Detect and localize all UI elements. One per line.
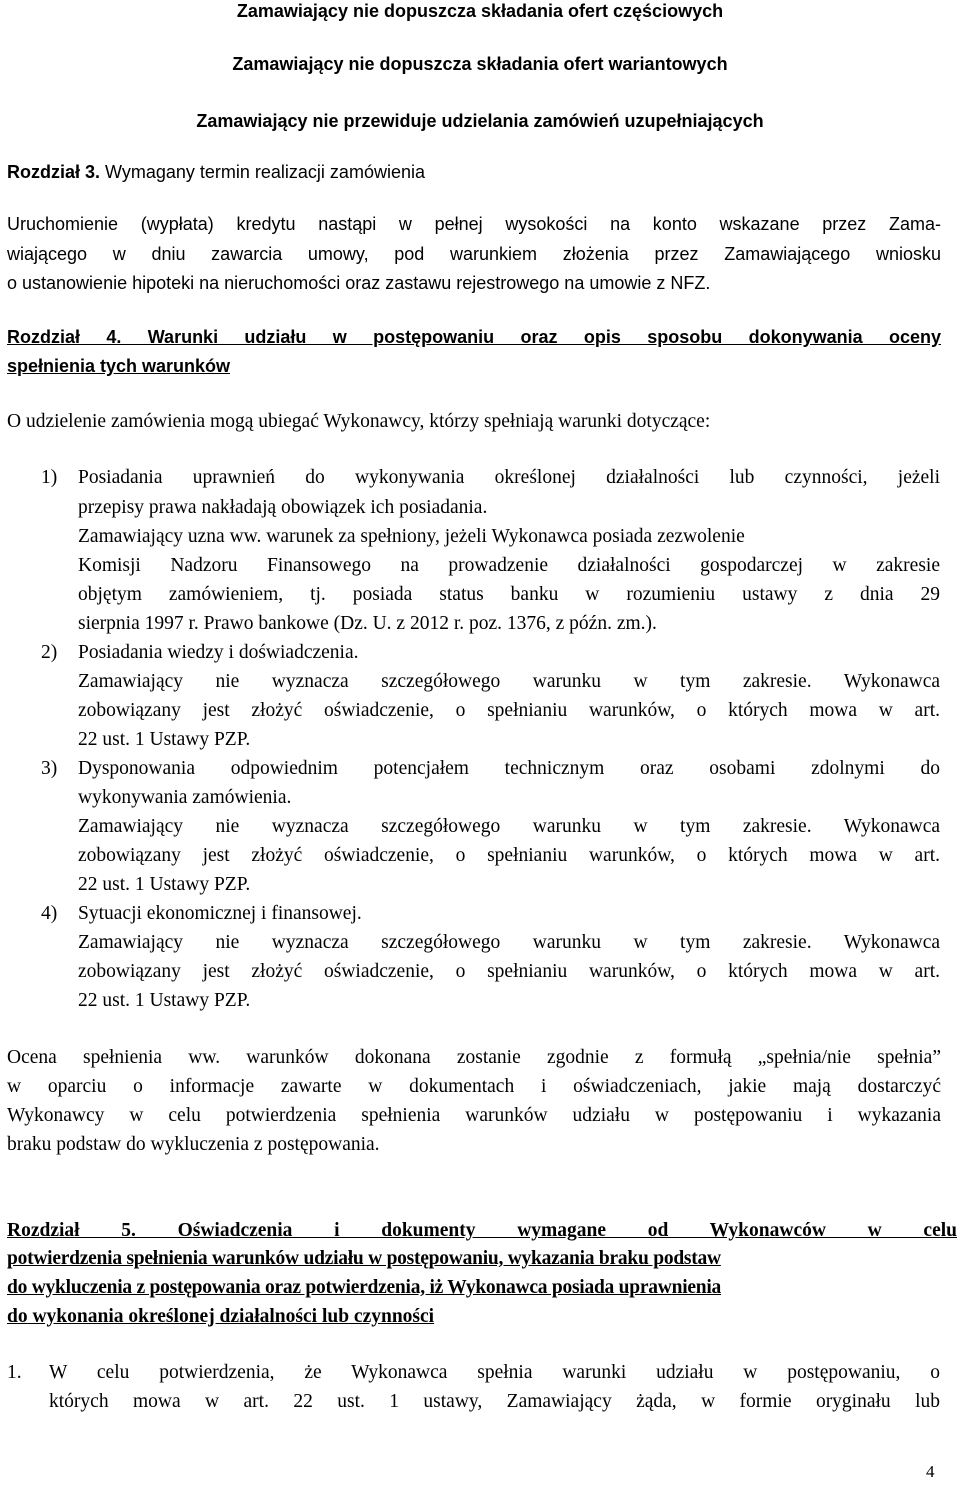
page-number: 4 bbox=[926, 1462, 935, 1481]
list-item-line: Zamawiający uzna ww. warunek za spełniony, jeżeli Wykonawca posiada zezwolenie bbox=[78, 526, 745, 547]
list-item-line: przepisy prawa nakładają obowiązek ich posiadania. bbox=[78, 497, 488, 518]
assessment-line: w oparciu o informacje zawarte w dokumentach i oświadczeniach, jakie mają dostarczyć bbox=[7, 1076, 941, 1097]
chapter-4-intro: O udzielenie zamówienia mogą ubiegać Wykonawcy, którzy spełniają warunki dotyczące: bbox=[7, 411, 711, 432]
chapter-4-heading-line: spełnienia tych warunków bbox=[7, 356, 231, 376]
notice-variant-offers: Zamawiający nie dopuszcza składania ofert wariantowych bbox=[232, 54, 728, 74]
chapter-3-line: wiającego w dniu zawarcia umowy, pod warunkiem złożenia przez Zamawiającego wniosku bbox=[7, 244, 941, 264]
chapter-5-heading-line: Rozdział 5. Oświadczenia i dokumenty wymagane od Wykonawców w celu bbox=[7, 1220, 957, 1241]
chapter-3-line: Uruchomienie (wypłata) kredytu nastąpi w pełnej wysokości na konto wskazane przez Zama- bbox=[7, 214, 941, 234]
list-marker: 2) bbox=[41, 642, 58, 663]
list-marker: 4) bbox=[41, 903, 58, 924]
list-item-line: Dysponowania odpowiednim potencjałem technicznym oraz osobami zdolnymi do bbox=[78, 758, 940, 779]
list-item-line: Zamawiający nie wyznacza szczegółowego warunku w tym zakresie. Wykonawca bbox=[78, 671, 940, 692]
list-item-line: Zamawiający nie wyznacza szczegółowego warunku w tym zakresie. Wykonawca bbox=[78, 816, 940, 837]
assessment-line: Ocena spełnienia ww. warunków dokonana zostanie zgodnie z formułą „spełnia/nie spełnia” bbox=[7, 1047, 941, 1068]
chapter-5-heading-line: do wykluczenia z postępowania oraz potwierdzenia, iż Wykonawca posiada uprawnienia bbox=[7, 1277, 722, 1298]
notice-partial-offers: Zamawiający nie dopuszcza składania ofert częściowych bbox=[236, 1, 724, 21]
list-item-line: 22 ust. 1 Ustawy PZP. bbox=[78, 874, 251, 895]
list-item-line: 22 ust. 1 Ustawy PZP. bbox=[78, 990, 251, 1011]
list-item-line: Zamawiający nie wyznacza szczegółowego warunku w tym zakresie. Wykonawca bbox=[78, 932, 940, 953]
chapter-5-heading-line: potwierdzenia spełnienia warunków udziału w postępowaniu, wykazania braku podstaw bbox=[7, 1248, 721, 1269]
chapter-3-heading bbox=[7, 162, 425, 183]
list-item-line: których mowa w art. 22 ust. 1 ustawy, Zamawiający żąda, w formie oryginału lub bbox=[49, 1391, 940, 1412]
list-marker: 1. bbox=[7, 1362, 22, 1383]
list-marker: 3) bbox=[41, 758, 58, 779]
list-item-line: Posiadania uprawnień do wykonywania określonej działalności lub czynności, jeżeli bbox=[78, 467, 940, 488]
list-item-line: zobowiązany jest złożyć oświadczenie, o spełnianiu warunków, o których mowa w art. bbox=[78, 700, 940, 721]
list-item-line: Posiadania wiedzy i doświadczenia. bbox=[78, 642, 359, 663]
list-item-line: objętym zamówieniem, tj. posiada status banku w rozumieniu ustawy z dnia 29 bbox=[78, 584, 940, 605]
list-item-line: 22 ust. 1 Ustawy PZP. bbox=[78, 729, 251, 750]
list-marker: 1) bbox=[41, 467, 58, 488]
list-item-line: Komisji Nadzoru Finansowego na prowadzenie działalności gospodarczej w zakresie bbox=[78, 555, 940, 576]
notice-supplementary-orders: Zamawiający nie przewiduje udzielania zamówień uzupełniających bbox=[196, 111, 764, 131]
chapter-5-heading-line: do wykonania określonej działalności lub czynności bbox=[7, 1306, 435, 1327]
chapter-3-prefix: Rozdział 3. bbox=[7, 162, 101, 182]
list-item-line: sierpnia 1997 r. Prawo bankowe (Dz. U. z 2012 r. poz. 1376, z późn. zm.). bbox=[78, 613, 657, 634]
list-item-line: Sytuacji ekonomicznej i finansowej. bbox=[78, 903, 362, 924]
list-item-line: zobowiązany jest złożyć oświadczenie, o spełnianiu warunków, o których mowa w art. bbox=[78, 961, 940, 982]
chapter-4-heading-line: Rozdział 4. Warunki udziału w postępowaniu oraz opis sposobu dokonywania oceny bbox=[7, 327, 941, 347]
assessment-line: Wykonawcy w celu potwierdzenia spełnienia warunków udziału w postępowaniu i wykazania bbox=[7, 1105, 941, 1126]
chapter-3-line: o ustanowienie hipoteki na nieruchomości oraz zastawu rejestrowego na umowie z NFZ. bbox=[7, 273, 711, 293]
list-item-line: zobowiązany jest złożyć oświadczenie, o spełnianiu warunków, o których mowa w art. bbox=[78, 845, 940, 866]
chapter-3-title: Wymagany termin realizacji zamówienia bbox=[105, 162, 425, 182]
list-item-line: wykonywania zamówienia. bbox=[78, 787, 292, 808]
list-item-line: W celu potwierdzenia, że Wykonawca spełnia warunki udziału w postępowaniu, o bbox=[49, 1362, 940, 1383]
assessment-line: braku podstaw do wykluczenia z postępowania. bbox=[7, 1134, 380, 1155]
